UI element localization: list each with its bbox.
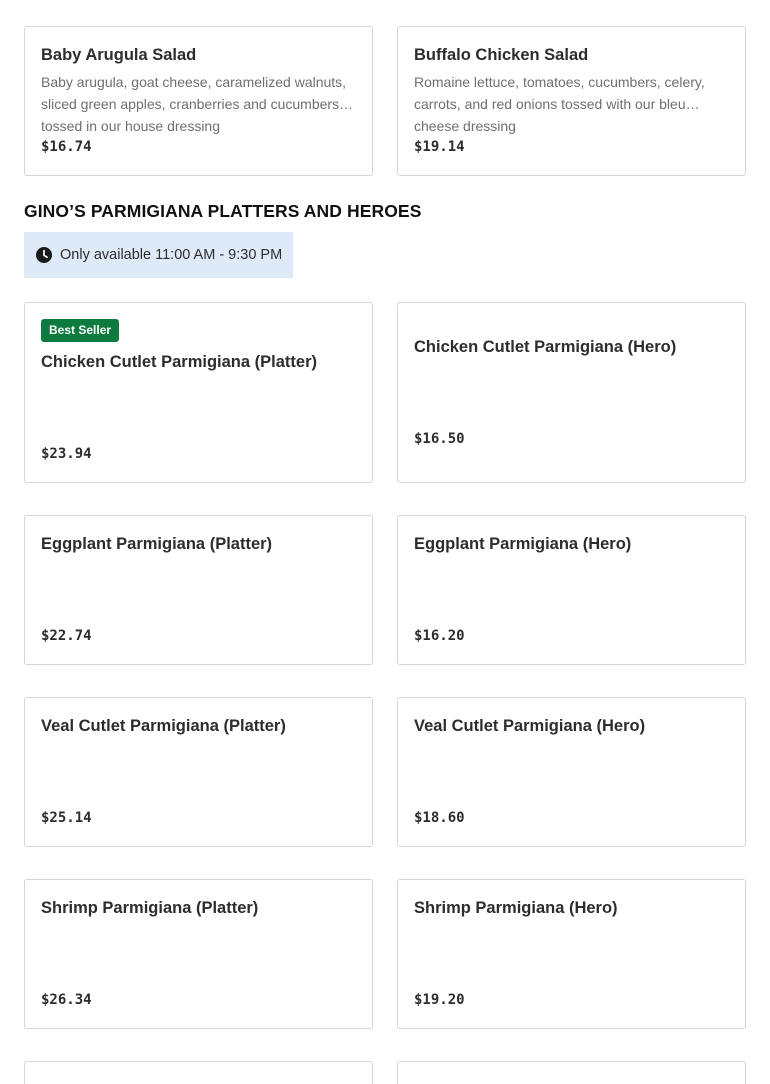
clock-icon (36, 247, 60, 263)
menu-item-name: Veal Cutlet Parmigiana (Hero) (414, 717, 646, 735)
menu-item-card[interactable] (397, 26, 746, 176)
menu-item-card[interactable] (24, 697, 373, 847)
menu-item-price: $16.20 (414, 628, 465, 644)
menu-item-card[interactable] (24, 879, 373, 1029)
menu-item-card[interactable] (397, 879, 746, 1029)
menu-item-name: Chicken Cutlet Parmigiana (Hero) (414, 338, 677, 356)
menu-item-card[interactable] (397, 697, 746, 847)
menu-item-name: Baby Arugula Salad (41, 46, 197, 64)
menu-item-name: Eggplant Parmigiana (Platter) (41, 535, 273, 553)
menu-item-price: $22.74 (41, 628, 92, 644)
menu-item-name: Buffalo Chicken Salad (414, 46, 589, 64)
menu-item-card[interactable] (24, 1061, 373, 1084)
menu-item-price: $18.60 (414, 810, 465, 826)
menu-item-name: Shrimp Parmigiana (Hero) (414, 899, 618, 917)
section-title: GINO’S PARMIGIANA PLATTERS AND HEROES (24, 201, 422, 221)
menu-item-card[interactable] (397, 302, 746, 483)
menu-item-name: Eggplant Parmigiana (Hero) (414, 535, 632, 553)
menu-item-card[interactable] (397, 1061, 746, 1084)
menu-item-name: Shrimp Parmigiana (Platter) (41, 899, 259, 917)
menu-item-card[interactable] (24, 26, 373, 176)
menu-item-price: $19.14 (414, 139, 465, 155)
menu-item-price: $26.34 (41, 992, 92, 1008)
menu-item-price: $23.94 (41, 446, 92, 462)
menu-item-name: Chicken Cutlet Parmigiana (Platter) (41, 353, 317, 371)
menu-item-description: Romaine lettuce, tomatoes, cucumbers, celery, carrots, and red onions tossed with our bleu cheese dressing (414, 74, 705, 134)
menu-item-price: $16.74 (41, 139, 92, 155)
menu-item-price: $19.20 (414, 992, 465, 1008)
best-seller-badge: Best Seller (41, 319, 119, 342)
availability-text: Only available 11:00 AM - 9:30 PM (60, 247, 283, 263)
menu-item-description: Baby arugula, goat cheese, caramelized walnuts, sliced green apples, cranberries and cucumbers tossed in our house dressing (41, 74, 347, 134)
menu-item-card[interactable] (24, 515, 373, 665)
availability-banner (24, 232, 293, 278)
menu-item-price: $25.14 (41, 810, 92, 826)
menu-item-name: Veal Cutlet Parmigiana (Platter) (41, 717, 286, 735)
menu-item-card[interactable] (397, 515, 746, 665)
menu-item-price: $16.50 (414, 431, 465, 447)
menu-item-card[interactable] (24, 302, 373, 483)
